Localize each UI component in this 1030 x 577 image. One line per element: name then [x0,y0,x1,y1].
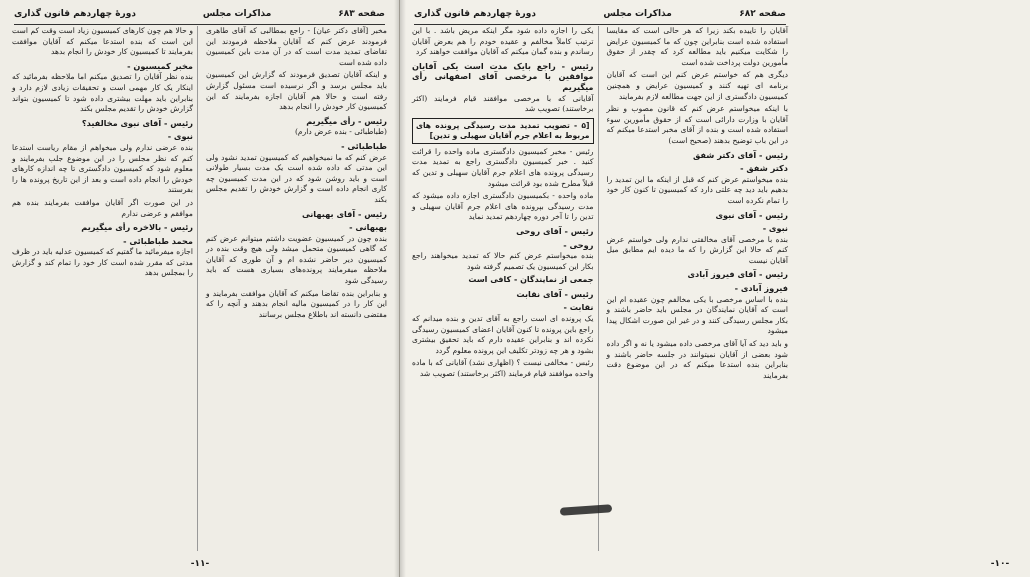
left-page [0,0,400,577]
paragraph: بنده نظر آقایان را تصدیق میکنم اما ملاحظه بفرمائید که اینکار یک کار مهمی است و تحقیقات زیادی لازم دارد و بنابراین باید مهلت بیشتری داده شود تا کمیسیون بتواند گزارش خودش را تقدیم مجلس بکند [12,72,193,114]
speaker-line: دکتر شفق - [740,163,788,174]
header-rule [14,24,385,25]
agenda-item-box: [۵ - تصویب تمدید مدت رسیدگی پرونده های مربوط به اعلام جرم آقایان سهیلی و تدین] [412,118,594,144]
left-page-session: دورهٔ چهاردهم قانون گذاری [14,9,136,19]
left-page-columns [12,26,387,551]
paragraph: دیگری هم که خواستم عرض کنم این است که آقایان برنامه ای تهیه کنند و کمیسیون عرایض و همچنین کمیسیون دادگستری از این جهت مطالعه لازم بفرمایند [606,70,788,101]
paragraph: بنده با اساس مرخصی با یکی مخالفم چون عقیده ام این است که آقایان نمایندگان در مجلس باید حاضر باشند و بکار مجلس رسیدگی کنند و در غیر این صورت اشکال پیدا میشود [606,294,788,336]
paragraph: رئیس - مخالفی نیست ؟ (اظهاری نشد) آقایانی که با ماده واحده موافقند قیام فرمایند (اکثر برخاستند) تصویب شد [412,358,594,379]
paragraph: اجازه میفرمائید ما گفتیم که کمیسیون عدلیه باید در ظرف مدتی که مقرر شده است کار خود را تمام کند و گزارش را بمجلس بدهد [12,247,193,278]
speaker-line: رئیس - آقای نبوی [715,209,788,220]
paragraph: یکی را اجازه داده شود مگر اینکه مریض باشد . با این ترتیب کاملاً مخالفم و عقیده خودم را هم بعرض آقایان رساندم و بنده گمان میکنم که آقایان موافقت خواهند کرد [412,26,594,57]
speaker-line: رئیس - آقای دکتر شفق [693,149,788,160]
paragraph: بنده میخواستم عرض کنم که قبل از اینکه ما این تمدید را بدهیم باید دید چه علتی دارد که کمیسیون تا کنون کار خود را تمام نکرده است [606,174,788,205]
paragraph: عرض کنم که ما نمیخواهیم که کمیسیون تمدید نشود ولی این مدتی که داده شده است یک مدت بسیار طولانی است و باید روشن شود که در این مدت کمیسیون چه کاری انجام داده است و گزارش خودش را تقدیم مجلس بکند [206,152,387,204]
left-page-col-left [12,26,198,551]
paragraph: در این صورت اگر آقایان موافقت بفرمایند بنده هم موافقم و عرضی ندارم [12,197,193,218]
book-gutter-shadow [394,0,406,577]
speaker-line: نبوی - [167,131,193,142]
paragraph: یک پرونده ای است راجع به آقای تدین و بنده میدانم که راجع باین پرونده تا کنون آقایان اعضای کمیسیون رسیدگی نکرده اند و بنابراین عقیده دارم که باید تحقیق بیشتری بشود و هر چه زودتر تکلیف این پرونده معلوم گردد [412,314,594,355]
section-heading: جمعی از نمایندگان - کافی است [468,275,594,285]
speaker-line: رئیس - بالاخره رأی میگیریم [81,222,193,233]
speaker-line: طباطبائی - [341,140,387,151]
paragraph: ماده واحده - بکمیسیون دادگستری اجازه داده میشود که مدت رسیدگی بپرونده های اعلام جرم آقایان سهیلی و تدین را تا آخر دوره چهاردهم تمدید نماید [412,191,594,222]
paragraph: بنده میخواستم عرض کنم حالا که تمدید میخواهند راجع بکار این کمیسیون یک تصمیم گرفته شود [412,251,594,271]
paragraph: آقایان را تاییده بکند زیرا که هر حالی است که مقایسا استفاده شده است بنابراین چون که ما کمیسیون عرایض را شکایت میکنیم باید مطالعه کرد که چقدر از حقوق مأمورین دولت پرداخت شده است [606,26,788,67]
speaker-line: رئیس - آقای بهبهانی [301,208,387,219]
paragraph: بنده با مرخصی آقای مخالفتی ندارم ولی خواستم عرض کنم که حالا این گزارش را که ما دیده ایم مطابق میل آقایان نیست [606,234,788,265]
speaker-line: محمد طباطبائی - [123,235,193,246]
paragraph: رئیس - مخبر کمیسیون دادگستری ماده واحده را قرائت کنید . خبر کمیسیون دادگستری راجع به تمدید مدت رسیدگی پرونده های اعلام جرم آقایان سهیلی و تدین که قبلاً مطرح شده بود قرائت میشود [412,146,594,188]
speaker-line: رئیس - آقای روحی [516,225,594,236]
speaker-line: مخبر کمیسیون - [127,60,193,71]
speaker-line: نبوی - [762,223,788,234]
speaker-line: رئیس - رأی میگیریم [306,115,387,126]
paragraph: و حالا هم چون کارهای کمیسیون زیاد است وقت کم است این است که بنده استدعا میکنم که آقایان موافقت بفرمایند تا کمیسیون کار خودش را انجام بدهد [12,26,193,57]
paragraph: بنده چون در کمیسیون عضویت داشتم میتوانم عرض کنم که گاهی کمیسیون متحمل میشد ولی هیچ وقت بنده در کمیسیون دیر حاضر نشده ام و آن طوری که آقایان ملاحظه میفرمایند پرونده‌های بسیاری هست که باید رسیدگی شود [206,233,387,286]
right-page-col-left [412,26,599,551]
paragraph: (طباطبائی - بنده عرض دارم) [294,127,387,137]
left-page-number-header: صفحه ۶۸۳ [338,9,385,19]
speaker-line: رئیس - راجع بایک مدت است یکی آقایان موافقین با مرخصی آقای اصفهانی رأی میگیریم [412,60,594,92]
left-page-footer-number: -۱۱- [190,559,210,569]
left-page-col-right [206,26,387,551]
right-page-columns [412,26,788,551]
right-page-col-right [607,26,789,551]
right-page-session: دورهٔ چهاردهم قانون گذاری [414,9,536,19]
speaker-line: نقابت - [563,302,594,313]
right-page-header [414,6,786,22]
paragraph: مخبر [آقای دکتر عیان] - راجع بمطالبی که آقای طاهری فرمودند عرض کنم که آقایان ملاحظه فرمودند این تقاضای تمدید مدت است که در آن مدت باین کمیسیون داده شده است [206,26,387,67]
right-page-number-header: صفحه ۶۸۲ [739,9,786,19]
right-page-running-title: مذاکرات مجلس [603,9,672,19]
paragraph: با اینکه میخواستم عرض کنم که قانون مصوب و نظر آقایان با وزارت دارائی است که از حقوق مأمورین سوء استفاده شده است و بنده از آقای مخبر استدعا میکنم که در این باب توضیح بدهند (صحیح است) [606,104,788,145]
left-page-running-title: مذاکرات مجلس [202,9,272,19]
paragraph: و بنابراین بنده تقاضا میکنم که آقایان موافقت بفرمایند و این کار را در کمیسیون مالیه انجام بدهند و آنچه را که مقتضی دانسته اند باطلاع مجلس برسانند [206,288,387,319]
speaker-line: بهبهانی - [349,222,387,233]
header-rule [414,24,786,25]
speaker-line: رئیس - آقای نقابت [516,288,594,299]
paragraph: و باید دید که آیا آقای مرخصی داده میشود یا نه و اگر داده شود بعضی از آقایان نمیتوانند در جلسه حاضر باشند و بنابراین بنده استدعا میکنم که در این موضوع دقت بفرمایند [606,339,788,380]
right-page [400,0,1010,577]
right-page-footer-number: -۱۰- [990,559,1010,569]
paragraph: آقایانی که با مرخصی موافقند قیام فرمایند (اکثر برخاستند) تصویب شد [412,93,594,114]
speaker-line: رئیس - آقای فیروز آبادی [687,269,788,280]
paragraph: و اینکه آقایان تصدیق فرمودند که گزارش این کمیسیون باید مجلس برسد و اگر نرسیده است مسئول گزارش رفته است و حالا هم آقایان اجازه بفرمایند که این کمیسیون کار خودش را انجام بدهد [206,70,387,112]
speaker-line: روحی - [563,239,594,250]
paragraph: بنده عرضی ندارم ولی میخواهم از مقام ریاست استدعا کنم که نظر مجلس را در این موضوع جلب بفرمایند و معلوم شود که کمیسیون دادگستری تا چه اندازه کارهای خودش را انجام داده است و بعد از این تاریخ پرونده ها را بفرستند [12,142,193,195]
speaker-line: فیروز آبادی - [734,283,788,294]
speaker-line: رئیس - آقای نبوی مخالفید؟ [81,117,193,128]
left-page-header [14,6,385,22]
